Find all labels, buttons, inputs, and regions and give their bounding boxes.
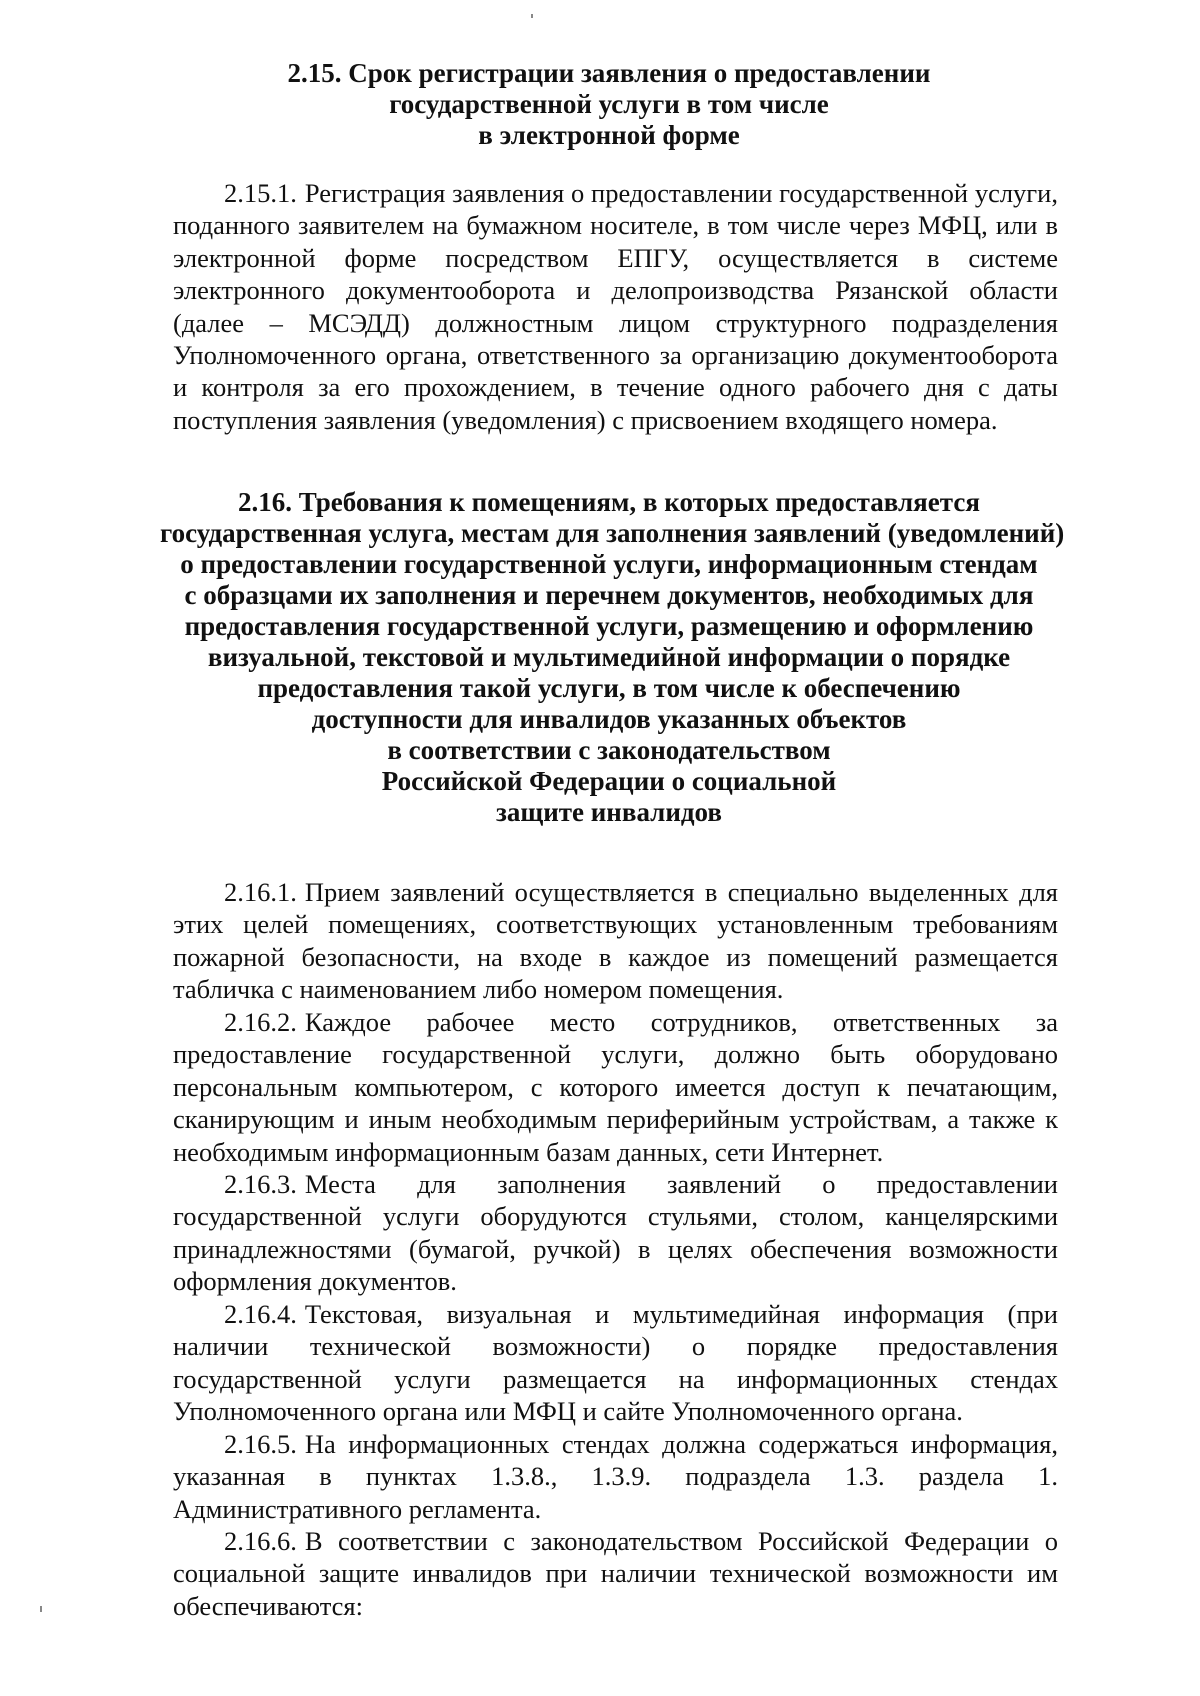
paragraph-text: Текстовая, визуальная и мультимедийная информация (при наличии технической возможности) о порядке предоставления государственной услуги размещается на информационных стендах Уполномоченного органа или МФЦ и сайте Уполномоченного органа. bbox=[173, 1299, 1058, 1427]
paragraph-number: 2.16.4. bbox=[224, 1299, 297, 1329]
paragraph-number: 2.16.1. bbox=[224, 877, 297, 907]
paragraph-2-16-4 bbox=[173, 1298, 1058, 1428]
paragraph-number: 2.16.3. bbox=[224, 1169, 297, 1199]
paragraph-2-16-3 bbox=[173, 1168, 1058, 1298]
paragraph-2-16-1 bbox=[173, 876, 1058, 1006]
heading-line: в соответствии с законодательством bbox=[387, 735, 831, 765]
paragraph-text: Места для заполнения заявлений о предоставлении государственной услуги оборудуются стульями, столом, канцелярскими принадлежностями (бумагой, ручкой) в целях обеспечения возможности оформления документов. bbox=[173, 1169, 1058, 1297]
paragraph-number: 2.15.1. bbox=[224, 178, 297, 208]
heading-line: о предоставлении государственной услуги, информационным стендам bbox=[180, 549, 1038, 579]
scan-speck bbox=[40, 1606, 42, 1612]
paragraph-number: 2.16.2. bbox=[224, 1007, 297, 1037]
heading-line: предоставления такой услуги, в том числе к обеспечению bbox=[257, 673, 961, 703]
heading-line: доступности для инвалидов указанных объектов bbox=[311, 704, 907, 734]
paragraph-2-16-5 bbox=[173, 1428, 1058, 1525]
heading-line: государственной услуги в том числе bbox=[389, 89, 829, 119]
heading-line: Российской Федерации о социальной bbox=[381, 766, 837, 796]
paragraph-text: Регистрация заявления о предоставлении государственной услуги, поданного заявителем на бумажном носителе, в том числе через МФЦ, или в электронной форме посредством ЕПГУ, осуществляется в системе электронного документооборота и делопроизводства Рязанской области (далее – МСЭДД) должностным лицом структурного подразделения Уполномоченного органа, ответственного за организацию документооборота и контроля за его прохождением, в течение одного рабочего дня с даты поступления заявления (уведомления) с присвоением входящего номера. bbox=[173, 178, 1058, 435]
paragraph-number: 2.16.6. bbox=[224, 1526, 297, 1556]
heading-line: в электронной форме bbox=[478, 120, 740, 150]
heading-line: с образцами их заполнения и перечнем документов, необходимых для bbox=[184, 580, 1034, 610]
paragraph-2-15-1 bbox=[173, 177, 1058, 436]
heading-line: 2.15. Срок регистрации заявления о предоставлении bbox=[287, 58, 931, 88]
paragraph-text: Прием заявлений осуществляется в специально выделенных для этих целей помещениях, соответствующих установленным требованиям пожарной безопасности, на входе в каждое из помещений размещается табличка с наименованием либо номером помещения. bbox=[173, 877, 1058, 1005]
paragraph-text: Каждое рабочее место сотрудников, ответственных за предоставление государственной услуги, должно быть оборудовано персональным компьютером, с которого имеется доступ к печатающим, сканирующим и иным необходимым периферийным устройствам, а также к необходимым информационным базам данных, сети Интернет. bbox=[173, 1007, 1058, 1167]
heading-line: защите инвалидов bbox=[496, 797, 722, 827]
scan-speck bbox=[531, 14, 533, 18]
paragraph-text: В соответствии с законодательством Российской Федерации о социальной защите инвалидов при наличии технической возможности им обеспечиваются: bbox=[173, 1526, 1058, 1621]
paragraph-number: 2.16.5. bbox=[224, 1429, 297, 1459]
heading-line: государственная услуга, местам для заполнения заявлений (уведомлений) bbox=[160, 518, 1065, 548]
section-heading-2-15 bbox=[160, 58, 1058, 151]
paragraph-text: На информационных стендах должна содержаться информация, указанная в пунктах 1.3.8., 1.3.9. подраздела 1.3. раздела 1. Административного регламента. bbox=[173, 1429, 1058, 1524]
heading-line: предоставления государственной услуги, размещению и оформлению bbox=[184, 611, 1034, 641]
heading-line: 2.16. Требования к помещениям, в которых предоставляется bbox=[238, 487, 980, 517]
heading-line: визуальной, текстовой и мультимедийной информации о порядке bbox=[207, 642, 1011, 672]
paragraph-2-16-2 bbox=[173, 1006, 1058, 1168]
section-heading-2-16 bbox=[160, 487, 1065, 828]
paragraph-2-16-6 bbox=[173, 1525, 1058, 1622]
